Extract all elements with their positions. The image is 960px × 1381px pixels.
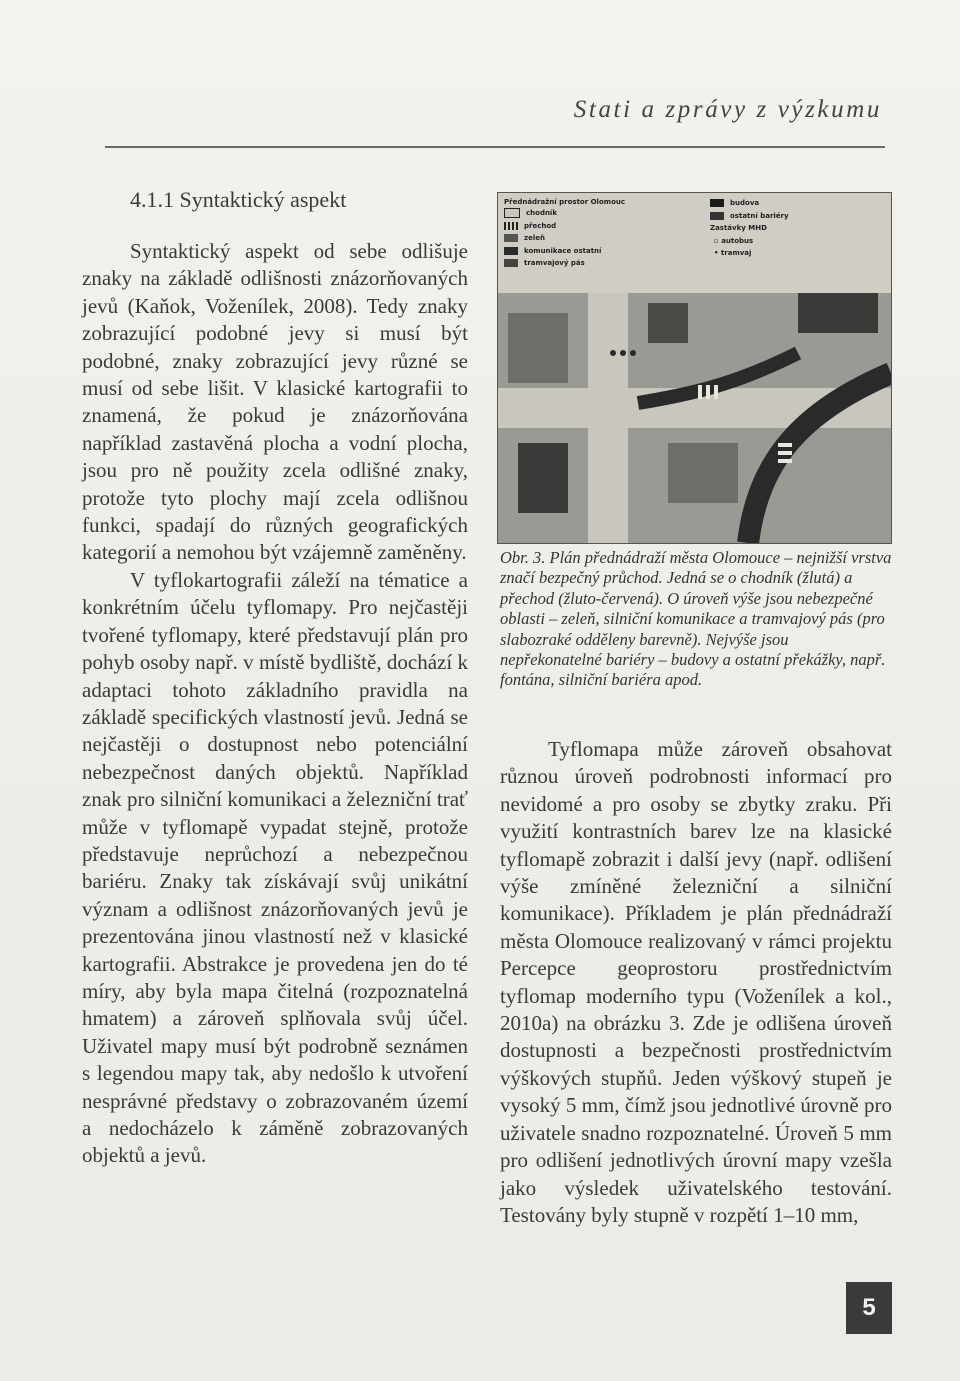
paragraph-syntactic: Syntaktický aspekt od sebe odlišuje znaky na základě odlišnosti znázorňovaných jevů (Kaňok, Voženílek, 2008). Tedy znaky zobrazující podobné jevy si musí být podobné, znaky zobrazující jevy různé se musí od sebe lišit. V klasické kartografii to znamená, že pokud je znázorňována například zastavěná plocha a vodní plocha, jsou pro ně použity zcela odlišné znaky, protože tyto plochy mají zcela odlišnou funkci, spadají do různých geografických kategorií a nemohou být vzájemně zaměněny. xyxy=(82,239,468,565)
left-column xyxy=(82,180,468,1170)
map-plan-image xyxy=(498,293,891,543)
right-column xyxy=(500,736,892,1229)
green-swatch-icon xyxy=(504,234,518,242)
page-number: 5 xyxy=(846,1282,892,1334)
paragraph-tyflomapa: Tyflomapa může zároveň obsahovat různou úroveň podrobnosti informací pro nevidomé a pro osoby se zbytky zraku. Při využití kontrastních barev lze na klasické tyflomapě zobrazit i další jevy (např. odlišení výše zmíněné železniční a silniční komunikace). Příkladem je plán přednádraží města Olomouce realizovaný v rámci projektu Percepce geoprostoru prostřednictvím tyflomap moderního typu (Voženílek a kol., 2010a) na obrázku 3. Zde je odlišena úroveň dostupnosti a bezpečnosti prostřednictvím výškových stupňů. Jeden výškový stupeň je vysoký 5 mm, čímž jsou jednotlivé úrovně pro uživatele snadno rozpoznatelné. Úroveň 5 mm pro odlišení jednotlivých úrovní mapy vzešla jako výsledek uživatelského testování. Testovány byly stupně v rozpětí 1–10 mm, xyxy=(500,737,892,1227)
figure-caption: Obr. 3. Plán přednádraží města Olomouce – nejnižší vrstva značí bezpečný průchod. Jedná se o chodník (žlutá) a přechod (žluto-červená). O úroveň výše jsou nebezpečné oblasti – zeleň, silniční komunikace a tramvajový pás (pro slabozraké odděleny barevně). Nejvýše jsou nepřekonatelné bariéry – budovy a ostatní překážky, např. fontána, silniční bariéra apod. xyxy=(500,548,892,690)
tram-lane-swatch-icon xyxy=(504,259,518,267)
legend-item: zeleň xyxy=(504,232,704,245)
legend-item: komunikace ostatní xyxy=(504,245,704,258)
building-swatch-icon xyxy=(710,199,724,207)
road-swatch-icon xyxy=(504,247,518,255)
legend-item: Zastávky MHD xyxy=(710,224,767,233)
running-head: Stati a zprávy z výzkumu xyxy=(573,96,882,123)
paragraph-tyflokartografie: V tyflokartografii záleží na tématice a konkrétním účelu tyflomapy. Pro nejčastěji tvořené tyflomapy, které představují plán pro pohyb osoby např. v místě bydliště, dochází k adaptaci tohoto základního pravidla na základě specifických vlastností jevů. Jedná se nejčastěji o dostupnost nebo potenciální nebezpečnost daných objektů. Například znak pro silniční komunikaci a železniční trať může v tyflomapě vypadat stejně, protože představuje neprůchozí a nebezpečnou bariéru. Znaky tak získávají svůj unikátní význam a odlišnost znázorňovaných jevů je prezentována jinou vlastností než v klasické kartografii. Abstrakce je provedena jen do té míry, aby byla mapa čitelná (rozpoznatelná hmatem) a zároveň splňovala svůj účel. Uživatel mapy musí být podrobně seznámen s legendou mapy tak, aby nedošlo k utvoření nesprávné představy o zobrazovaném území a nedocházelo k záměně zobrazovaných objektů a jevů. xyxy=(82,567,468,1168)
sidewalk-swatch-icon xyxy=(504,208,520,218)
legend-title: Přednádražní prostor Olomouc xyxy=(504,198,626,206)
crossing-swatch-icon xyxy=(504,222,518,230)
legend-item: přechod xyxy=(504,220,704,233)
legend-item: tramvajový pás xyxy=(504,257,704,270)
legend-item: chodník xyxy=(504,207,704,220)
legend-item: ▫ autobus xyxy=(714,236,754,245)
legend-item: • tramvaj xyxy=(714,249,752,258)
legend-item: budova xyxy=(710,197,885,210)
legend-item: ostatní bariéry xyxy=(710,210,885,223)
legend-left xyxy=(504,197,704,270)
legend-right xyxy=(710,197,885,260)
header-rule xyxy=(105,146,885,148)
map-legend xyxy=(498,193,891,293)
section-heading: 4.1.1 Syntaktický aspekt xyxy=(130,187,347,212)
figure-map xyxy=(497,192,892,544)
barrier-swatch-icon xyxy=(710,212,724,220)
